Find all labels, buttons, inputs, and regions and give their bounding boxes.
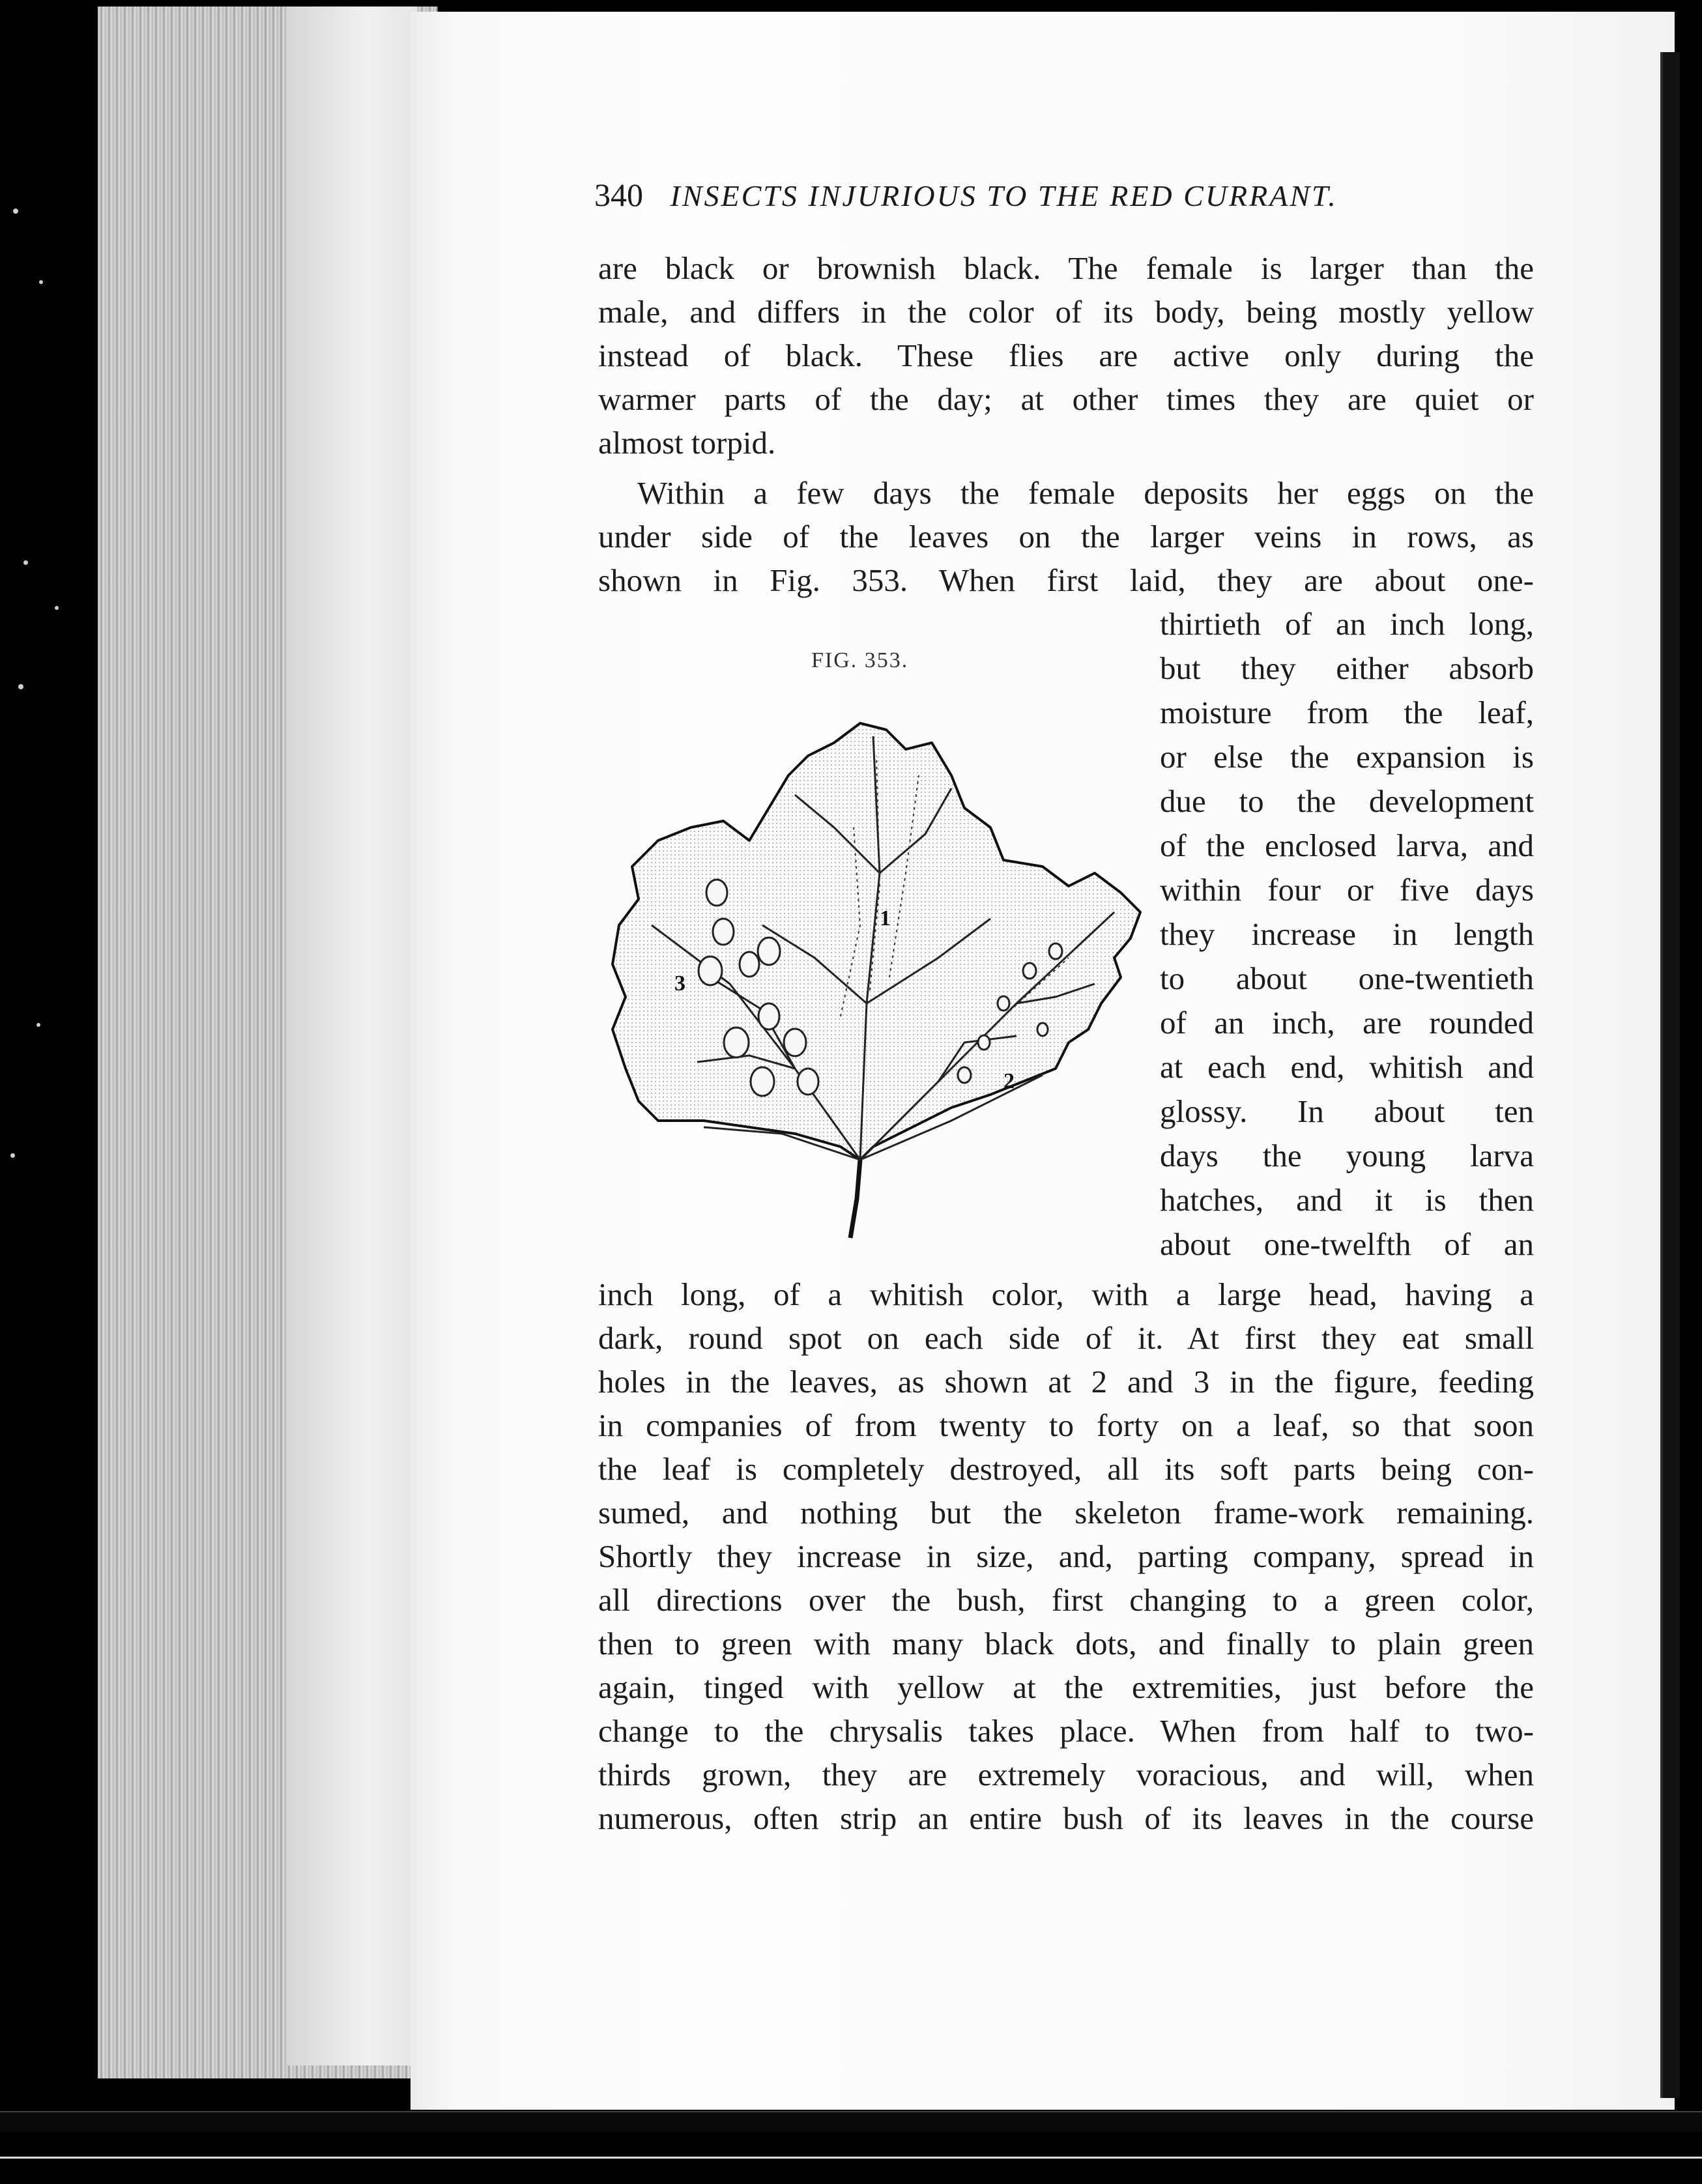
text-line: thirtieth of an inch long, [1160, 606, 1534, 642]
text-line: thirds grown, they are extremely voracious, and will, when [598, 1757, 1534, 1792]
leaf-illustration [599, 678, 1147, 1251]
figure-caption: FIG. 353. [811, 648, 909, 672]
text-line: again, tinged with yellow at the extremities, just before the [598, 1669, 1534, 1705]
bottom-rule [0, 2157, 1702, 2159]
leaf-figure [599, 678, 1147, 1251]
text-line: instead of black. These flies are active only during the [598, 338, 1534, 373]
text-line: shown in Fig. 353. When first laid, they are about one- [598, 562, 1534, 598]
dust-speck [39, 280, 43, 284]
dust-speck [55, 606, 59, 610]
text-line: are black or brownish black. The female is larger than the [598, 250, 1534, 286]
text-line: they increase in length [1160, 916, 1534, 952]
text-line: or else the expansion is [1160, 739, 1534, 775]
text-line: sumed, and nothing but the skeleton frame-work remaining. [598, 1495, 1534, 1530]
dust-speck [23, 560, 28, 565]
text-line: inch long, of a whitish color, with a large head, having a [598, 1276, 1534, 1312]
text-line: within four or five days [1160, 872, 1534, 908]
figure-label-1: 1 [880, 906, 891, 930]
text-line: moisture from the leaf, [1160, 695, 1534, 730]
text-line: due to the development [1160, 783, 1534, 819]
text-line: Within a few days the female deposits her eggs on the [637, 475, 1534, 511]
running-title: INSECTS INJURIOUS TO THE RED CURRANT. [670, 179, 1338, 212]
text-line: holes in the leaves, as shown at 2 and 3 in the figure, feeding [598, 1364, 1534, 1400]
figure-label-3: 3 [674, 971, 685, 996]
dust-speck [18, 684, 23, 689]
text-line: to about one-twentieth [1160, 960, 1534, 996]
text-line: about one-twelfth of an [1160, 1226, 1534, 1262]
text-line: warmer parts of the day; at other times they are quiet or [598, 381, 1534, 417]
text-line: numerous, often strip an entire bush of its leaves in the course [598, 1800, 1534, 1836]
bottom-edge [0, 2111, 1702, 2132]
dust-speck [13, 208, 18, 214]
text-line: of an inch, are rounded [1160, 1005, 1534, 1041]
figure-label-2: 2 [1003, 1069, 1015, 1093]
text-line: of the enclosed larva, and [1160, 827, 1534, 863]
text-line: but they either absorb [1160, 650, 1534, 686]
text-line: then to green with many black dots, and finally to plain green [598, 1626, 1534, 1661]
running-head [594, 176, 1546, 214]
text-line: glossy. In about ten [1160, 1093, 1534, 1129]
page-edges-inner [287, 7, 417, 2065]
text-line: dark, round spot on each side of it. At first they eat small [598, 1320, 1534, 1356]
text-line: days the young larva [1160, 1138, 1534, 1173]
leaf-stem [850, 1160, 860, 1238]
page-number: 340 [594, 177, 643, 213]
text-line: male, and differs in the color of its body, being mostly yellow [598, 294, 1534, 330]
book-spine-edge [1660, 52, 1680, 2098]
text-line: Shortly they increase in size, and, parting company, spread in [598, 1538, 1534, 1574]
text-line: in companies of from twenty to forty on a leaf, so that soon [598, 1407, 1534, 1443]
dust-speck [10, 1153, 15, 1158]
text-line: at each end, whitish and [1160, 1049, 1534, 1085]
text-line: hatches, and it is then [1160, 1182, 1534, 1218]
text-line: almost torpid. [598, 425, 776, 461]
dust-speck [36, 1023, 40, 1027]
text-line: under side of the leaves on the larger veins in rows, as [598, 519, 1534, 554]
text-line: the leaf is completely destroyed, all its soft parts being con- [598, 1451, 1534, 1487]
text-line: all directions over the bush, first changing to a green color, [598, 1582, 1534, 1618]
text-line: change to the chrysalis takes place. When from half to two- [598, 1713, 1534, 1749]
